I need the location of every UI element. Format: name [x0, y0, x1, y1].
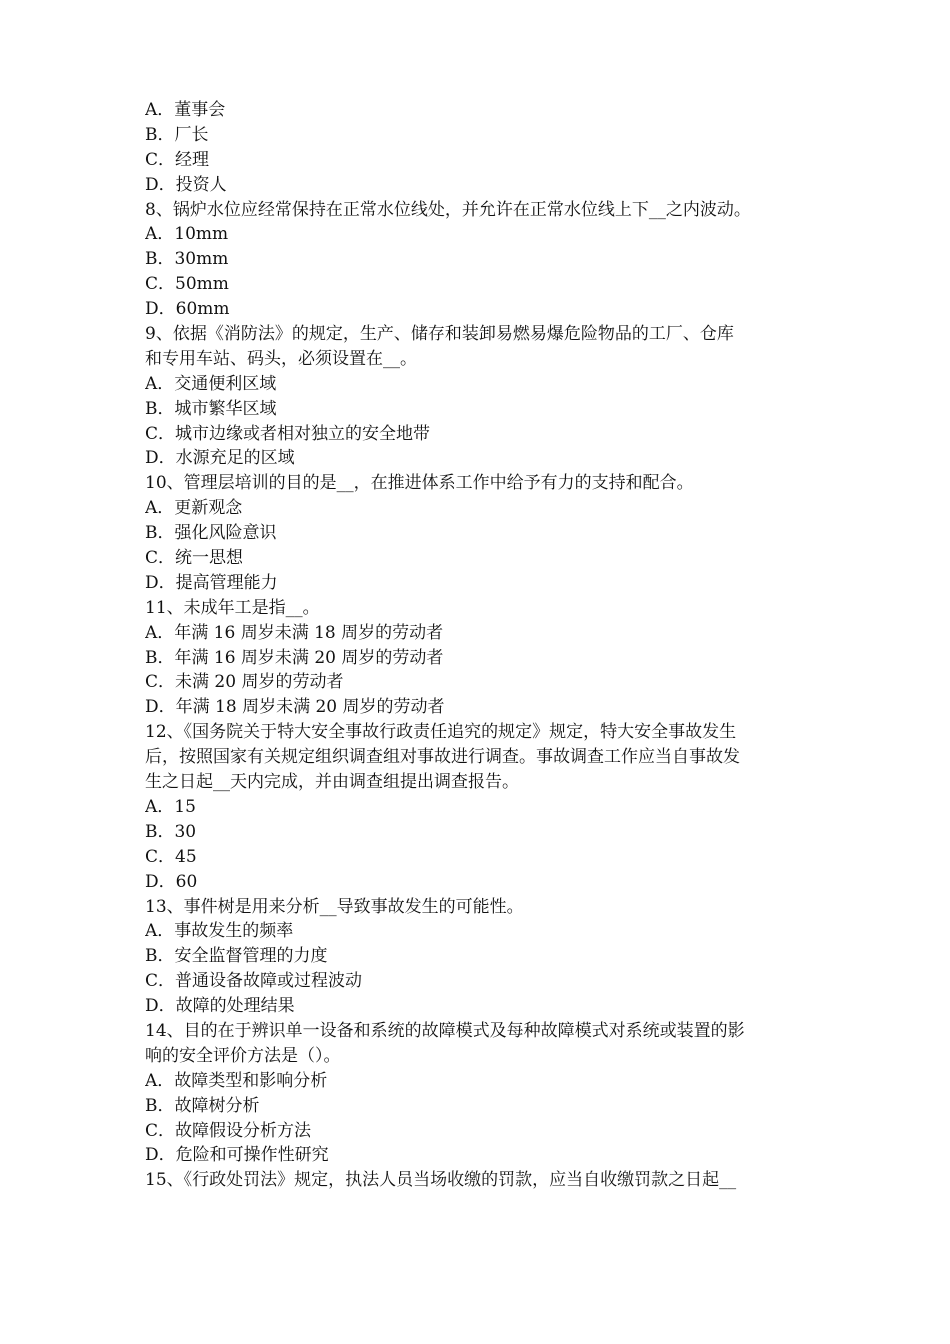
- question-text: 响的安全评价方法是（）。: [145, 1045, 341, 1066]
- text-line: B．30mm: [145, 249, 229, 270]
- document-page: [145, 98, 810, 1193]
- question-text: 12、《国务院关于特大安全事故行政责任追究的规定》规定，特大安全事故发生: [145, 722, 737, 743]
- text-line: A．10mm: [145, 224, 229, 245]
- text-line: B．城市繁华区域: [145, 398, 277, 419]
- question-text: 和专用车站、码头，必须设置在__。: [145, 348, 417, 369]
- text-line: C．50mm: [145, 274, 229, 295]
- question-text: 13、事件树是用来分析__导致事故发生的可能性。: [145, 896, 524, 917]
- text-line: C．普通设备故障或过程波动: [145, 971, 363, 992]
- question-text: 后，按照国家有关规定组织调查组对事故进行调查。事故调查工作应当自事故发: [145, 747, 740, 768]
- text-line: B．故障树分析: [145, 1095, 260, 1116]
- text-line: C．经理: [145, 149, 210, 170]
- text-line: D．60: [145, 871, 198, 892]
- question-text: 9、依据《消防法》的规定，生产、储存和装卸易燃易爆危险物品的工厂、仓库: [145, 324, 734, 345]
- text-line: D．故障的处理结果: [145, 996, 295, 1017]
- text-line: D．水源充足的区域: [145, 448, 295, 469]
- text-line: C．45: [145, 846, 197, 867]
- question-text: 8、锅炉水位应经常保持在正常水位线处，并允许在正常水位线上下__之内波动。: [145, 199, 751, 220]
- text-line: B．厂长: [145, 124, 209, 145]
- question-text: 生之日起__天内完成，并由调查组提出调查报告。: [145, 772, 519, 793]
- text-line: D．年满 18 周岁未满 20 周岁的劳动者: [145, 697, 445, 718]
- text-line: B．年满 16 周岁未满 20 周岁的劳动者: [145, 647, 444, 668]
- text-line: D．危险和可操作性研究: [145, 1145, 329, 1166]
- text-line: D．提高管理能力: [145, 572, 278, 593]
- question-text: 14、目的在于辨识单一设备和系统的故障模式及每种故障模式对系统或装置的影: [145, 1020, 745, 1041]
- text-line: D．60mm: [145, 299, 230, 320]
- text-line: A．故障类型和影响分析: [145, 1070, 328, 1091]
- text-line: C．城市边缘或者相对独立的安全地带: [145, 423, 431, 444]
- text-line: A．事故发生的频率: [145, 921, 294, 942]
- text-line: C．统一思想: [145, 548, 244, 569]
- text-line: D．投资人: [145, 174, 227, 195]
- text-line: B．安全监督管理的力度: [145, 946, 328, 967]
- text-line: A．年满 16 周岁未满 18 周岁的劳动者: [145, 622, 444, 643]
- question-text: 15、《行政处罚法》规定，执法人员当场收缴的罚款，应当自收缴罚款之日起__: [145, 1170, 737, 1191]
- text-line: B．强化风险意识: [145, 523, 277, 544]
- question-text: 10、管理层培训的目的是__，在推进体系工作中给予有力的支持和配合。: [145, 473, 694, 494]
- text-line: B．30: [145, 821, 197, 842]
- text-line: C．未满 20 周岁的劳动者: [145, 672, 344, 693]
- text-line: C．故障假设分析方法: [145, 1120, 312, 1141]
- question-text: 11、未成年工是指__。: [145, 597, 320, 618]
- text-line: A．15: [145, 796, 196, 817]
- text-line: A．更新观念: [145, 498, 243, 519]
- text-line: A．董事会: [145, 100, 226, 120]
- text-line: A．交通便利区域: [145, 373, 277, 394]
